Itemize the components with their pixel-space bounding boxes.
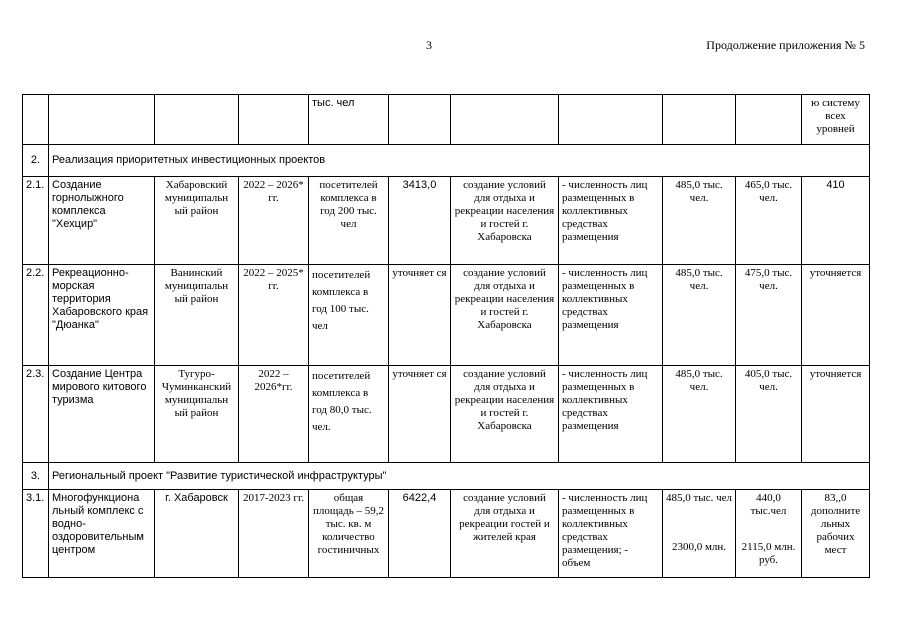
project-effect: - численность лиц размещенных в коллективных средствах размещения; - объем [559, 490, 663, 578]
row-number: 3.1. [23, 490, 49, 578]
project-cost: 6422,4 [389, 490, 451, 578]
project-goal: создание условий для отдыха и рекреации гостей и жителей края [451, 490, 559, 578]
section-title: Региональный проект "Развитие туристической инфраструктуры" [49, 463, 870, 490]
section-row [23, 463, 870, 490]
project-period: 2022 – 2026* гг. [239, 177, 309, 265]
project-area: Хабаровский муниципальн ый район [155, 177, 239, 265]
value-target: 465,0 тыс. чел. [736, 177, 802, 265]
table-row [23, 265, 870, 366]
value-target: 475,0 тыс. чел. [736, 265, 802, 366]
jobs-count: 410 [802, 177, 870, 265]
project-area: г. Хабаровск [155, 490, 239, 578]
value-base: 485,0 тыс. чел. [663, 265, 736, 366]
value-target-people: 440,0 тыс.чел [750, 492, 787, 517]
unit-cell: тыс. чел [309, 95, 389, 145]
investment-projects-table [22, 94, 870, 578]
jobs-count: уточняется [802, 366, 870, 463]
project-goal: создание условий для отдыха и рекреации населения и гостей г. Хабаровска [451, 265, 559, 366]
table-row [23, 177, 870, 265]
levels-cell: ю систему всех уровней [802, 95, 870, 145]
project-name: Многофункциона льный комплекс с водно-оздоровительным центром [49, 490, 155, 578]
project-effect: - численность лиц размещенных в коллективных средствах размещения [559, 177, 663, 265]
project-period: 2022 – 2026*гг. [239, 366, 309, 463]
row-number: 2.1. [23, 177, 49, 265]
project-period: 2017-2023 гг. [239, 490, 309, 578]
project-name: Создание горнолыжного комплекса "Хехцир" [49, 177, 155, 265]
project-indicator: посетителей комплекса в год 80,0 тыс. чел. [309, 366, 389, 463]
project-indicator: общая площадь – 59,2 тыс. кв. м количество гостиничных [309, 490, 389, 578]
project-period: 2022 – 2025* гг. [239, 265, 309, 366]
project-cost: уточняет ся [389, 265, 451, 366]
section-title: Реализация приоритетных инвестиционных проектов [49, 145, 870, 177]
project-cost: уточняет ся [389, 366, 451, 463]
project-goal: создание условий для отдыха и рекреации населения и гостей г. Хабаровска [451, 366, 559, 463]
project-goal: создание условий для отдыха и рекреации населения и гостей г. Хабаровска [451, 177, 559, 265]
value-base: 485,0 тыс. чел. [663, 177, 736, 265]
jobs-count: 83,,0 дополните льных рабочих мест [802, 490, 870, 578]
table-row [23, 366, 870, 463]
jobs-count: уточняется [802, 265, 870, 366]
project-effect: - численность лиц размещенных в коллективных средствах размещения [559, 265, 663, 366]
value-base-money: 2300,0 млн. [671, 541, 727, 553]
page-number: 3 [426, 38, 432, 52]
project-area: Ванинский муниципальн ый район [155, 265, 239, 366]
value-base [663, 490, 736, 578]
table-row [23, 95, 870, 145]
project-area: Тугуро-Чуминканский муниципальн ый район [155, 366, 239, 463]
value-target: 405,0 тыс. чел. [736, 366, 802, 463]
project-indicator: посетителей комплекса в год 100 тыс. чел [309, 265, 389, 366]
section-number: 2. [23, 145, 49, 177]
value-target-money: 2115,0 млн. руб. [741, 541, 796, 566]
appendix-caption: Продолжение приложения № 5 [706, 38, 865, 52]
section-row [23, 145, 870, 177]
project-effect: - численность лиц размещенных в коллективных средствах размещения [559, 366, 663, 463]
section-number: 3. [23, 463, 49, 490]
project-name: Рекреационно-морская территория Хабаровского края "Дюанка" [49, 265, 155, 366]
value-target [736, 490, 802, 578]
project-indicator: посетителей комплекса в год 200 тыс. чел [309, 177, 389, 265]
row-number: 2.3. [23, 366, 49, 463]
value-base-people: 485,0 тыс. чел [666, 492, 732, 504]
project-cost: 3413,0 [389, 177, 451, 265]
row-number: 2.2. [23, 265, 49, 366]
table-row [23, 490, 870, 578]
project-name: Создание Центра мирового китового туризма [49, 366, 155, 463]
value-base: 485,0 тыс. чел. [663, 366, 736, 463]
